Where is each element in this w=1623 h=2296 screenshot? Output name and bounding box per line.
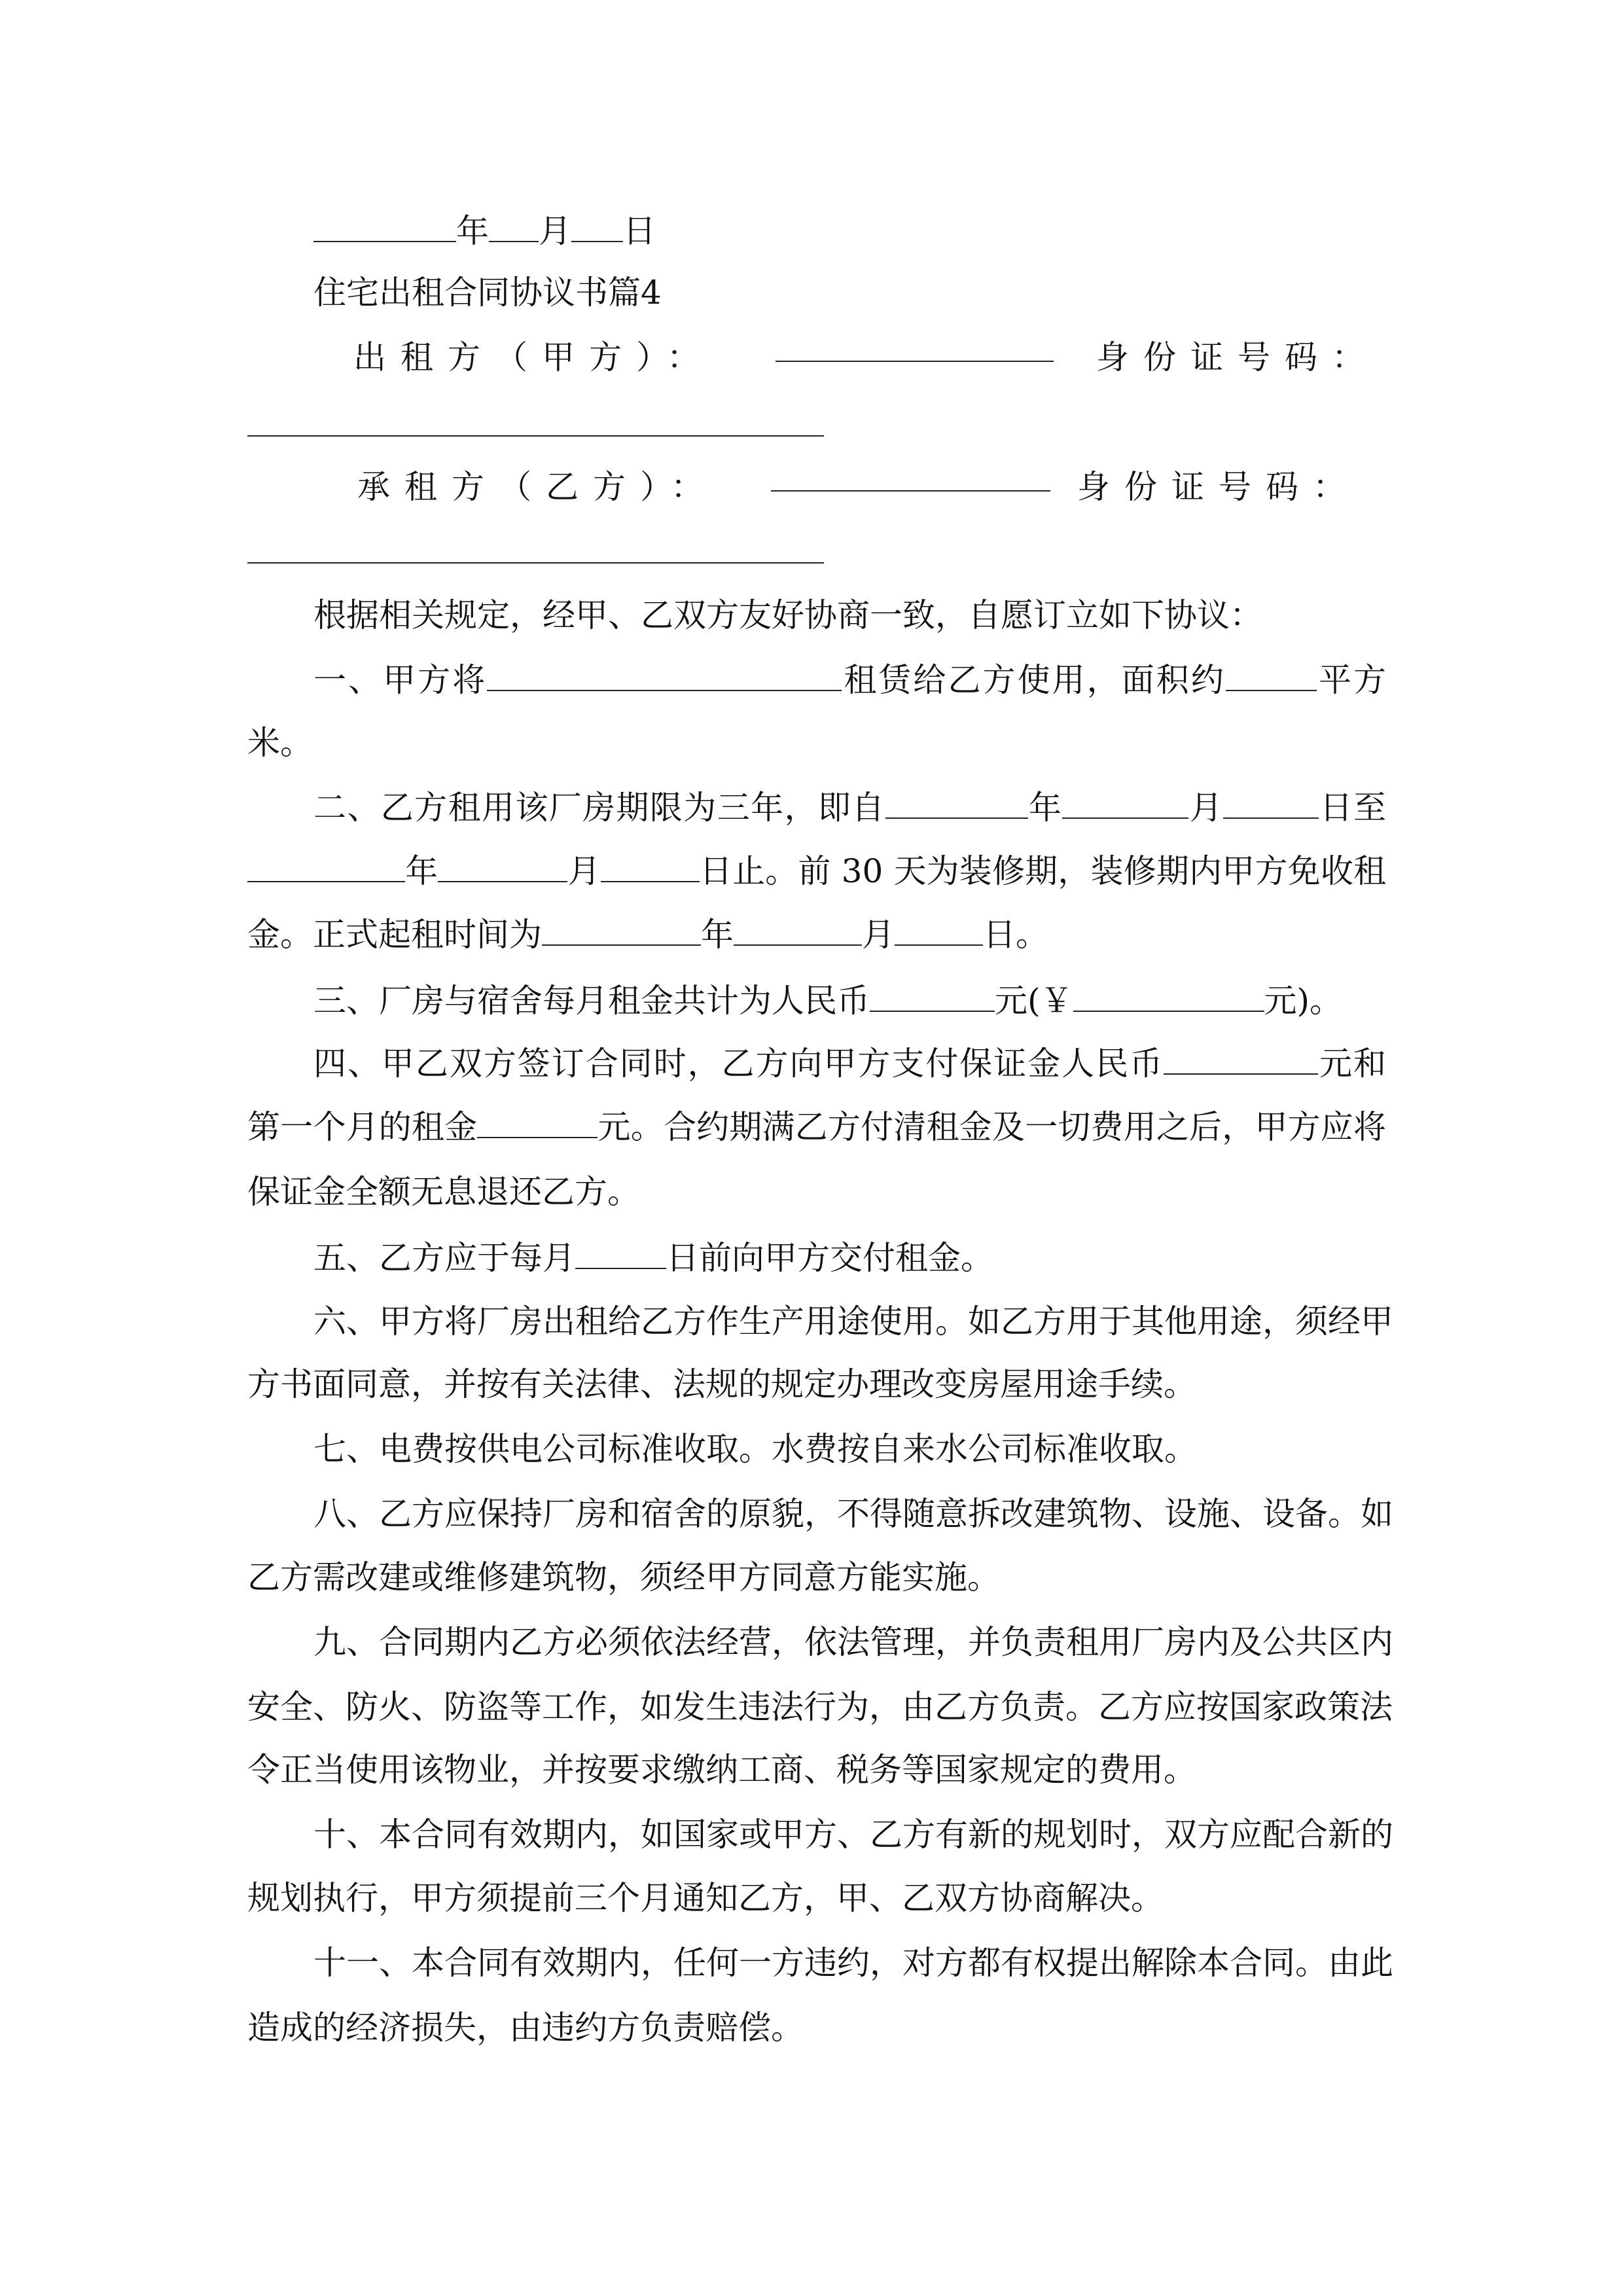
paragraph-line	[313, 657, 1386, 703]
text-segment: 方书面同意，并按有关法律、法规的规定办理改变房屋用途手续。	[247, 1365, 1196, 1403]
paragraph-line	[247, 1554, 1386, 1600]
blank-field	[571, 215, 623, 242]
paragraph-line	[247, 2005, 1386, 2051]
paragraph-line	[313, 1426, 1386, 1472]
paragraph-line	[247, 848, 1386, 894]
text-segment: 乙方需改建或维修建筑物，须经甲方同意方能实施。	[247, 1558, 1000, 1596]
paragraph-line	[247, 1169, 1386, 1215]
paragraph-line	[247, 912, 1386, 958]
text-segment: 平方	[1316, 661, 1387, 699]
lessor-id-label: 身份证号码：	[1096, 338, 1379, 376]
paragraph-line	[247, 720, 1386, 766]
text-segment: 四、甲乙双方签订合同时，乙方向甲方支付保证金人民币	[313, 1045, 1164, 1083]
day-label: 日	[623, 212, 656, 250]
text-segment: 根据相关规定，经甲、乙双方友好协商一致，自愿订立如下协议：	[313, 596, 1262, 634]
blank-field	[489, 215, 539, 242]
lessee-name-field	[771, 464, 1050, 492]
paragraph-line	[247, 1684, 1393, 1730]
lessor-line	[353, 334, 1387, 380]
lessor-name-field	[776, 334, 1054, 362]
blank-field	[438, 855, 567, 882]
lessee-id-label: 身份证号码：	[1077, 468, 1360, 506]
text-segment: 日至	[1319, 789, 1387, 827]
blank-field	[870, 984, 995, 1012]
blank-field	[313, 215, 456, 242]
text-segment: 米。	[247, 724, 313, 762]
blank-field	[1223, 791, 1319, 819]
text-segment: 金。正式起租时间为	[247, 916, 542, 954]
text-segment: 九、合同期内乙方必须依法经营，依法管理，并负责租用厂房内及公共区内	[313, 1623, 1393, 1661]
text-segment: 元(￥	[995, 982, 1073, 1020]
paragraph-line	[313, 1299, 1393, 1344]
text-segment: 七、电费按供电公司标准收取。水费按自来水公司标准收取。	[313, 1430, 1197, 1468]
blank-field	[487, 664, 842, 691]
text-segment: 日。	[983, 916, 1048, 954]
blank-field	[1073, 984, 1264, 1012]
paragraph-line	[313, 1235, 1386, 1281]
text-segment: 月	[862, 916, 895, 954]
text-segment: 安全、防火、防盗等工作，如发生违法行为，由乙方负责。乙方应按国家政策法	[247, 1688, 1393, 1726]
paragraph-line	[313, 1491, 1393, 1537]
text-segment: 元和	[1318, 1045, 1387, 1083]
text-segment: 年	[701, 916, 734, 954]
paragraph-line	[313, 978, 1386, 1024]
lessee-line	[357, 464, 1391, 510]
text-segment: 八、乙方应保持厂房和宿舍的原貌，不得随意拆改建筑物、设施、设备。如	[313, 1495, 1393, 1533]
text-segment: 租赁给乙方使用，面积约	[842, 661, 1226, 699]
text-segment: 月	[567, 852, 601, 890]
text-segment: 保证金全额无息退还乙方。	[247, 1173, 640, 1211]
blank-field	[542, 918, 701, 946]
paragraph-line	[313, 1619, 1393, 1665]
text-segment: 日止。前 30 天为装修期，装修期内甲方免收租	[699, 852, 1387, 890]
paragraph-line	[247, 1875, 1386, 1921]
blank-field	[734, 918, 862, 946]
text-segment: 三、厂房与宿舍每月租金共计为人民币	[313, 982, 870, 1020]
text-segment: 二、乙方租用该厂房期限为三年，即自	[313, 789, 885, 827]
text-segment: 六、甲方将厂房出租给乙方作生产用途使用。如乙方用于其他用途，须经甲	[313, 1302, 1393, 1340]
date-line	[313, 208, 656, 254]
text-segment: 元。合约期满乙方付清租金及一切费用之后，甲方应将	[597, 1108, 1387, 1146]
year-label: 年	[456, 212, 489, 250]
document-title: 住宅出租合同协议书篇4	[313, 274, 662, 312]
lessor-id-field	[247, 435, 824, 437]
month-label: 月	[539, 212, 571, 250]
blank-field	[477, 1111, 597, 1138]
text-segment: 第一个月的租金	[247, 1108, 478, 1146]
paragraph-line	[313, 592, 1386, 638]
blank-field	[575, 1242, 666, 1269]
paragraph-line	[313, 1812, 1393, 1857]
lessee-id-field	[247, 562, 824, 564]
blank-field	[601, 855, 700, 882]
text-segment: 元)。	[1264, 982, 1343, 1020]
text-segment: 造成的经济损失，由违约方负责赔偿。	[247, 2009, 804, 2047]
text-segment: 年	[405, 852, 438, 890]
text-segment: 五、乙方应于每月	[313, 1239, 575, 1277]
paragraph-line	[247, 1747, 1386, 1793]
text-segment: 令正当使用该物业，并按要求缴纳工商、税务等国家规定的费用。	[247, 1751, 1196, 1789]
text-segment: 十、本合同有效期内，如国家或甲方、乙方有新的规划时，双方应配合新的	[313, 1816, 1393, 1854]
paragraph-line	[313, 1041, 1386, 1086]
blank-field	[247, 855, 405, 882]
text-segment: 月	[1188, 789, 1224, 827]
blank-field	[1226, 664, 1317, 691]
text-segment: 年	[1027, 789, 1063, 827]
blank-field	[885, 791, 1028, 819]
paragraph-line	[247, 1361, 1386, 1407]
text-segment: 日前向甲方交付租金。	[666, 1239, 993, 1277]
blank-field	[1164, 1047, 1318, 1075]
paragraph-line	[247, 1104, 1386, 1150]
blank-field	[895, 918, 983, 946]
lessor-label: 出租方（甲方）：	[353, 338, 714, 376]
paragraph-line	[313, 785, 1386, 831]
text-segment: 一、甲方将	[313, 661, 488, 699]
lessee-label: 承租方（乙方）：	[357, 468, 718, 506]
text-segment: 十一、本合同有效期内，任何一方违约，对方都有权提出解除本合同。由此	[313, 1944, 1393, 1982]
blank-field	[1062, 791, 1188, 819]
text-segment: 规划执行，甲方须提前三个月通知乙方，甲、乙双方协商解决。	[247, 1879, 1164, 1917]
paragraph-line	[313, 1940, 1393, 1986]
